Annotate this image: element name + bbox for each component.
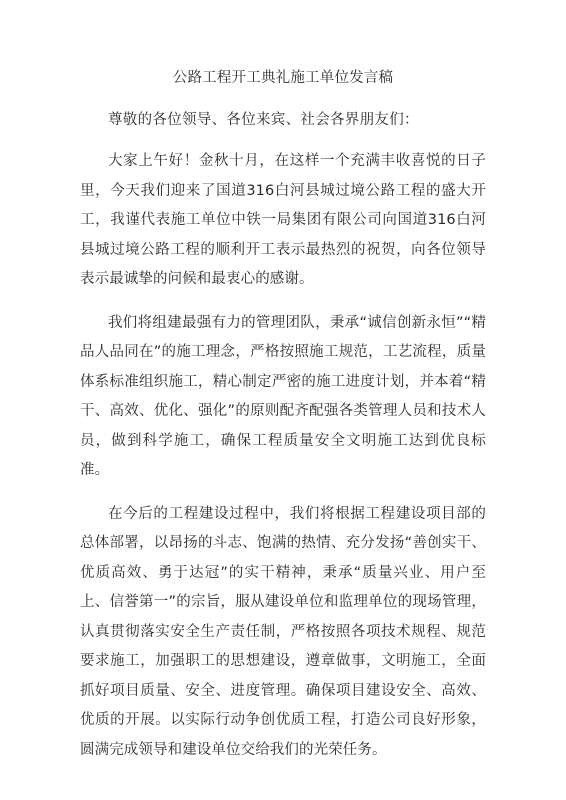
paragraph-3: 在今后的工程建设过程中，我们将根据工程建设项目部的总体部署，以昂扬的斗志、饱满的热情、充分发扬“善创实干、优质高效、勇于达冠”的实干精神，秉承“质量兴业、用户至上、信誉第一”的宗旨，服从建设单位和监理单位的现场管理，认真贯彻落实安全生产责任制，严格按照各项技术规程、规范要求施工，加强职工的思想建设，遵章做事，文明施工，全面抓好项目质量、安全、进度管理。确保项目建设安全、高效、优质的开展。以实际行动争创优质工程，打造公司良好形象，圆满完成领导和建设单位交给我们的光荣任务。 (80, 505, 486, 758)
salutation: 尊敬的各位领导、各位来宾、社会各界朋友们： (108, 112, 419, 128)
paragraph-2: 我们将组建最强有力的管理团队，秉承“诚信创新永恒”“精品人品同在”的施工理念，严格按照施工规范，工艺流程，质量体系标准组织施工，精心制定严密的施工进度计划，并本着“精干、高效、优化、强化”的原则配齐配强各类管理人员和技术人员，做到科学施工，确保工程质量安全文明施工达到优良标准。 (80, 314, 486, 478)
document-title: 公路工程开工典礼施工单位发言稿 (172, 70, 394, 86)
paragraph-1: 大家上午好！金秋十月，在这样一个充满丰收喜悦的日子里，今天我们迎来了国道316白河县城过境公路工程的盛大开工，我谨代表施工单位中铁一局集团有限公司向国道316白河县城过境公路工程的顺利开工表示最热烈的祝贺，向各位领导表示最诚挚的问候和最衷心的感谢。 (80, 153, 486, 287)
